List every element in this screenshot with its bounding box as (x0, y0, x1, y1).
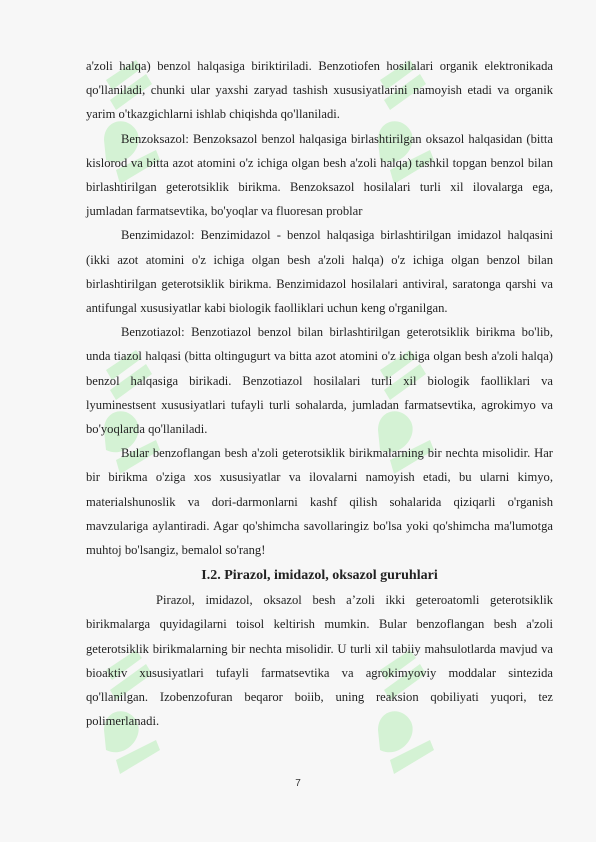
paragraph-continuation: a'zoli halqa) benzol halqasiga biriktiriladi. Benzotiofen hosilalari organik elektronikada qo'llaniladi, chunki ular yaxshi zaryad tashish xususiyatlarini namoyish etadi va organik yarim o'tkazgichlarni ishlab chiqishda qo'llaniladi. (86, 59, 553, 122)
paragraph-benzotiazol: Benzotiazol: Benzotiazol benzol bilan birlashtirilgan geterotsiklik birikma bo'lib, unda tiazol halqasi (bitta oltingugurt va bitta azot atomini o'z ichiga olgan besh a'zoli halqa) benzol halqasiga birikadi. Benzotiazol hosilalari turli xil biologik faolliklari va lyuminestsent xususiyatlari tufayli turli sohalarda, jumladan farmatsevtika, agrokimyo va bo'yoqlarda qo'llaniladi. (86, 325, 553, 437)
paragraph-summary: Bular benzoflangan besh a'zoli geterotsiklik birikmalarning bir nechta misolidir. Har bir birikma o'ziga xos xususiyatlar va ilovalarni namoyish etadi, bu ularni kimyo, materialshunoslik va dori-darmonlarni kashf qilish sohalarida qiziqarli o'rganish mavzulariga aylantiradi. Agar qo'shimcha savollaringiz bo'lsa yoki qo'shimcha ma'lumotga muhtoj bo'lsangiz, bemalol so'rang! (86, 446, 553, 558)
paragraph-benzimidazol: Benzimidazol: Benzimidazol - benzol halqasiga birlashtirilgan imidazol halqasini (ikki azot atomini o'z ichiga olgan besh a'zoli halqa) o'z ichiga olgan benzol bilan birlashtirilgan geterotsiklik birikma. Benzimidazol hosilalari antiviral, saratonga qarshi va antifungal xususiyatlar kabi biologik faolliklari uchun keng o'rganilgan. (86, 228, 553, 316)
paragraph-section: Pirazol, imidazol, oksazol besh a’zoli ikki geteroatomli geterotsiklik birikmalarga quyidagilarni toisol keltirish mumkin. Bular benzoflangan besh a'zoli geterotsiklik birikmalarning bir nechta misolidir. U turli xil tabiiy mahsulotlarda mavjud va bioaktiv xususiyatlari tufayli farmatsevtika va agrokimyoviy moddalar sintezida qo'llanilgan. Izobenzofuran beqaror boiib, uning reaksion qobiliyati yuqori, tez polimerlanadi. (86, 593, 553, 729)
page-number: 7 (295, 778, 301, 789)
paragraph-benzoksazol: Benzoksazol: Benzoksazol benzol halqasiga birlashtirilgan oksazol halqasidan (bitta kislorod va bitta azot atomini o'z ichiga olgan besh a'zoli halqa) tashkil topgan benzol bilan birlashtirilgan geterotsiklik birikma. Benzoksazol hosilalari turli xil ilovalarga ega, jumladan farmatsevtika, bo'yoqlar va fluoresan problar (86, 131, 553, 219)
section-heading: I.2. Pirazol, imidazol, oksazol guruhlari (201, 568, 438, 584)
document-body (86, 54, 553, 733)
